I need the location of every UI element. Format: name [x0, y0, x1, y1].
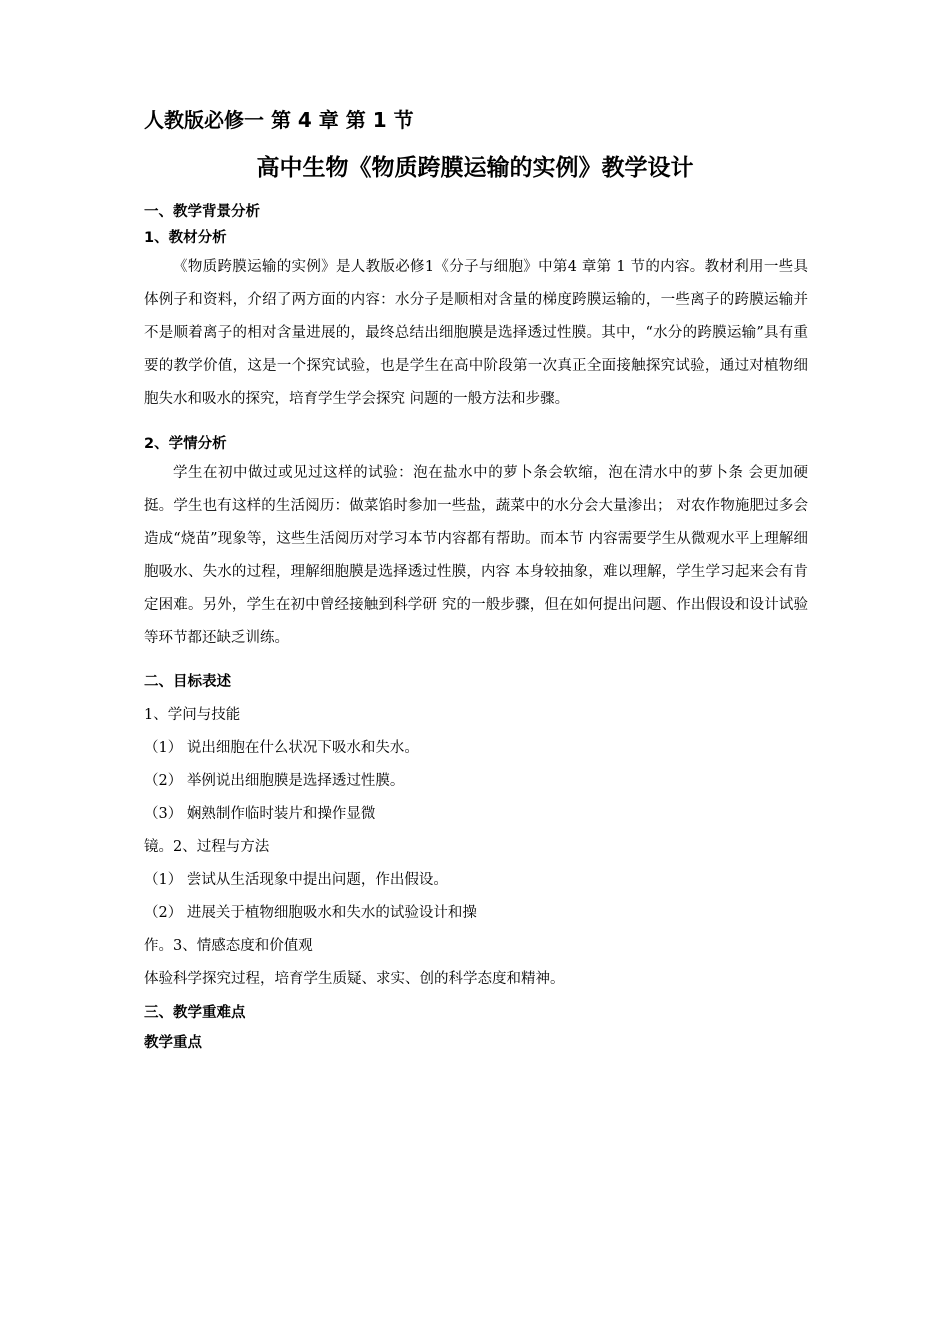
- objective-line: 作。3、情感态度和价值观: [144, 938, 313, 954]
- objective-line: （1） 说出细胞在什么状况下吸水和失水。: [144, 740, 419, 756]
- section-heading-objectives: 二、目标表述: [144, 674, 231, 690]
- paragraph-textbook-analysis: 《物质跨膜运输的实例》是人教版必修1《分子与细胞》中第4 章第 1 节的内容。教材利用一些具体例子和资料，介绍了两方面的内容：水分子是顺相对含量的梯度跨膜运输的，一些离子的跨膜运输并不是顺着离子的相对含量进展的，最终总结出细胞膜是选择透过性膜。其中，“水分的跨膜运输”具有重要的教学价值，这是一个探究试验，也是学生在高中阶段第一次真正全面接触探究试验，通过对植物细胞失水和吸水的探究，培育学生学会探究 问题的一般方法和步骤。: [144, 259, 808, 407]
- document-header: 人教版必修一 第 4 章 第 1 节: [144, 108, 414, 132]
- document-body: [144, 199, 808, 1056]
- section-heading-key-points: 三、教学重难点: [144, 1005, 246, 1021]
- document-title: 高中生物《物质跨膜运输的实例》教学设计: [256, 155, 694, 181]
- objective-line: 镜。2、过程与方法: [144, 839, 270, 855]
- paragraph-student-analysis: 学生在初中做过或见过这样的试验：泡在盐水中的萝卜条会软缩，泡在清水中的萝卜条 会更加硬挺。学生也有这样的生活阅历：做菜馅时参加一些盐，蔬菜中的水分会大量渗出； 对农作物施肥过多会造成“烧苗”现象等，这些生活阅历对学习本节内容都有帮助。而本节 内容需要学生从微观水平上理解细胞吸水、失水的过程，理解细胞膜是选择透过性膜，内容 本身较抽象，难以理解，学生学习起来会有肯定困难。另外，学生在初中曾经接触到科学研 究的一般步骤，但在如何提出问题、作出假设和设计试验等环节都还缺乏训练。: [144, 464, 808, 646]
- objective-line: （2） 举例说出细胞膜是选择透过性膜。: [144, 773, 405, 789]
- subheading-teaching-focus: 教学重点: [144, 1035, 202, 1051]
- objective-line: （2） 进展关于植物细胞吸水和失水的试验设计和操: [144, 905, 477, 921]
- subheading-textbook-analysis: 1、教材分析: [144, 230, 227, 246]
- subheading-student-analysis: 2、学情分析: [144, 435, 227, 452]
- objective-line: 体验科学探究过程，培育学生质疑、求实、创的科学态度和精神。: [144, 971, 565, 987]
- objective-line: （1） 尝试从生活现象中提出问题，作出假设。: [144, 872, 448, 888]
- objective-line: 1、学问与技能: [144, 707, 241, 723]
- section-heading-background: 一、教学背景分析: [144, 204, 260, 220]
- objective-line: （3） 娴熟制作临时装片和操作显微: [144, 806, 376, 822]
